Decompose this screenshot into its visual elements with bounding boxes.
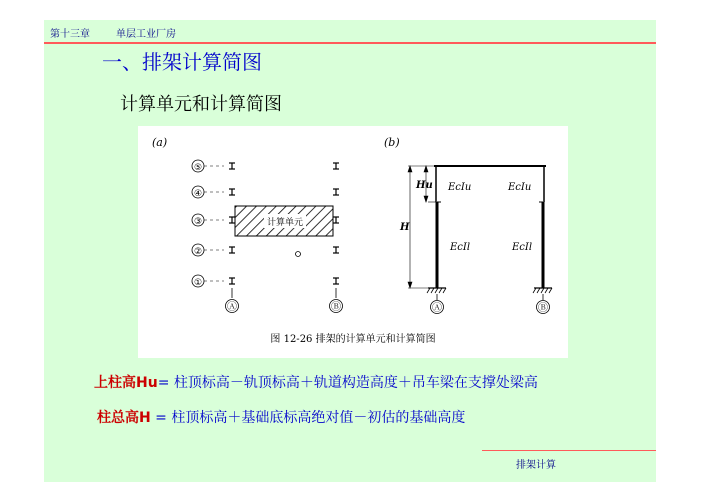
formula-2-term: 柱总高H — [97, 410, 151, 426]
stiffness-lower-left: EcIl — [450, 242, 471, 253]
slide — [44, 20, 656, 482]
axis-number-4: ④ — [193, 189, 203, 199]
formula-upper-column-height — [94, 372, 538, 392]
chapter-title: 单层工业厂房 — [116, 29, 176, 40]
figure-caption: 图 12-26 排架的计算单元和计算简图 — [270, 334, 436, 345]
footer-divider — [482, 450, 656, 451]
stiffness-upper-right: EcIu — [508, 182, 532, 193]
axis-lines — [204, 166, 224, 281]
formula-1-term: 上柱高Hu — [94, 375, 158, 391]
axis-number-1: ① — [193, 278, 203, 288]
fixed-support-a — [427, 288, 446, 293]
stiffness-lower-right: EcIl — [512, 242, 533, 253]
slide-title: 一、排架计算简图 — [102, 50, 262, 74]
center-marker — [296, 252, 301, 257]
chapter-number: 第十三章 — [50, 29, 90, 40]
bent-frame-figure — [138, 126, 568, 358]
axis-b-label: Ⓑ — [331, 302, 341, 313]
panel-b-label: (b) — [384, 136, 400, 149]
frame-axis-b-label: Ⓑ — [538, 303, 548, 314]
stiffness-upper-left: EcIu — [448, 182, 472, 193]
formula-1-expression: = 柱顶标高－轨顶标高＋轨道构造高度＋吊车梁在支撑处梁高 — [157, 375, 538, 391]
axis-number-2: ② — [193, 247, 203, 257]
header-divider — [44, 42, 656, 44]
formula-2-expression: = 柱顶标高＋基础底标高绝对值－初估的基础高度 — [150, 410, 466, 426]
axis-number-5: ⑤ — [193, 163, 203, 173]
dimension-hu: Hu — [416, 180, 433, 191]
axis-number-3: ③ — [193, 217, 203, 227]
axis-a-label: Ⓐ — [227, 302, 237, 313]
fixed-support-b — [533, 288, 552, 293]
column-markers-a — [229, 163, 235, 284]
calculation-unit-label: 计算单元 — [266, 218, 304, 228]
axis-markers — [192, 160, 204, 288]
figure-drawing — [138, 126, 568, 358]
chapter-header — [50, 25, 176, 40]
panel-a-label: (a) — [152, 136, 168, 149]
formula-total-column-height — [97, 407, 465, 427]
dimension-h: H — [400, 222, 410, 233]
slide-subtitle: 计算单元和计算简图 — [120, 94, 282, 115]
column-markers-b — [333, 163, 339, 284]
frame-axis-a-label: Ⓐ — [432, 303, 442, 314]
footer-text: 排架计算 — [516, 460, 556, 471]
